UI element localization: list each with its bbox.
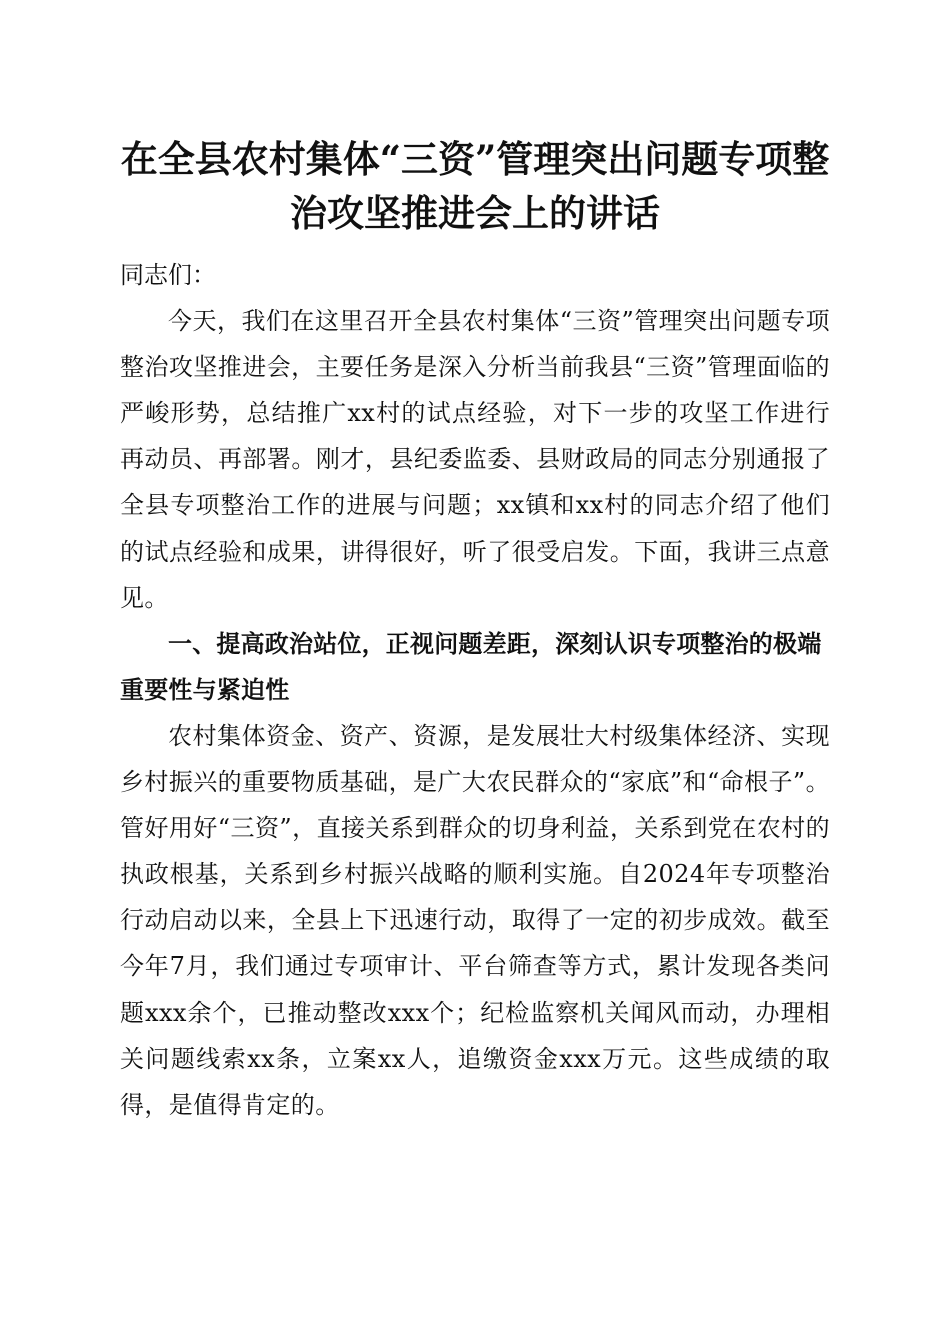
title-line-2: 治攻坚推进会上的讲话 <box>290 191 660 235</box>
salutation: 同志们： <box>120 261 216 289</box>
document-title <box>110 132 840 240</box>
opening-paragraph: 今天，我们在这里召开全县农村集体“三资”管理突出问题专项整治攻坚推进会，主要任务是深入分析当前我县“三资”管理面临的严峻形势，总结推广xx村的试点经验，对下一步的攻坚工作进行再动员、再部署。刚才，县纪委监委、县财政局的同志分别通报了全县专项整治工作的进展与问题；xx镇和xx村的同志介绍了他们的试点经验和成果，讲得很好，听了很受启发。下面，我讲三点意见。 <box>120 307 830 612</box>
section-1-paragraph: 农村集体资金、资产、资源，是发展壮大村级集体经济、实现乡村振兴的重要物质基础，是广大农民群众的“家底”和“命根子”。管好用好“三资”，直接关系到群众的切身利益，关系到党在农村的执政根基，关系到乡村振兴战略的顺利实施。自2024年专项整治行动启动以来，全县上下迅速行动，取得了一定的初步成效。截至今年7月，我们通过专项审计、平台筛查等方式，累计发现各类问题xxx余个，已推动整改xxx个；纪检监察机关闻风而动，办理相关问题线索xx条，立案xx人，追缴资金xxx万元。这些成绩的取得，是值得肯定的。 <box>120 721 830 1119</box>
section-heading-1: 一、提高政治站位，正视问题差距，深刻认识专项整治的极端重要性与紧迫性 <box>120 629 822 704</box>
document-body <box>120 252 830 1128</box>
title-line-1: 在全县农村集体“三资”管理突出问题专项整 <box>120 137 830 181</box>
